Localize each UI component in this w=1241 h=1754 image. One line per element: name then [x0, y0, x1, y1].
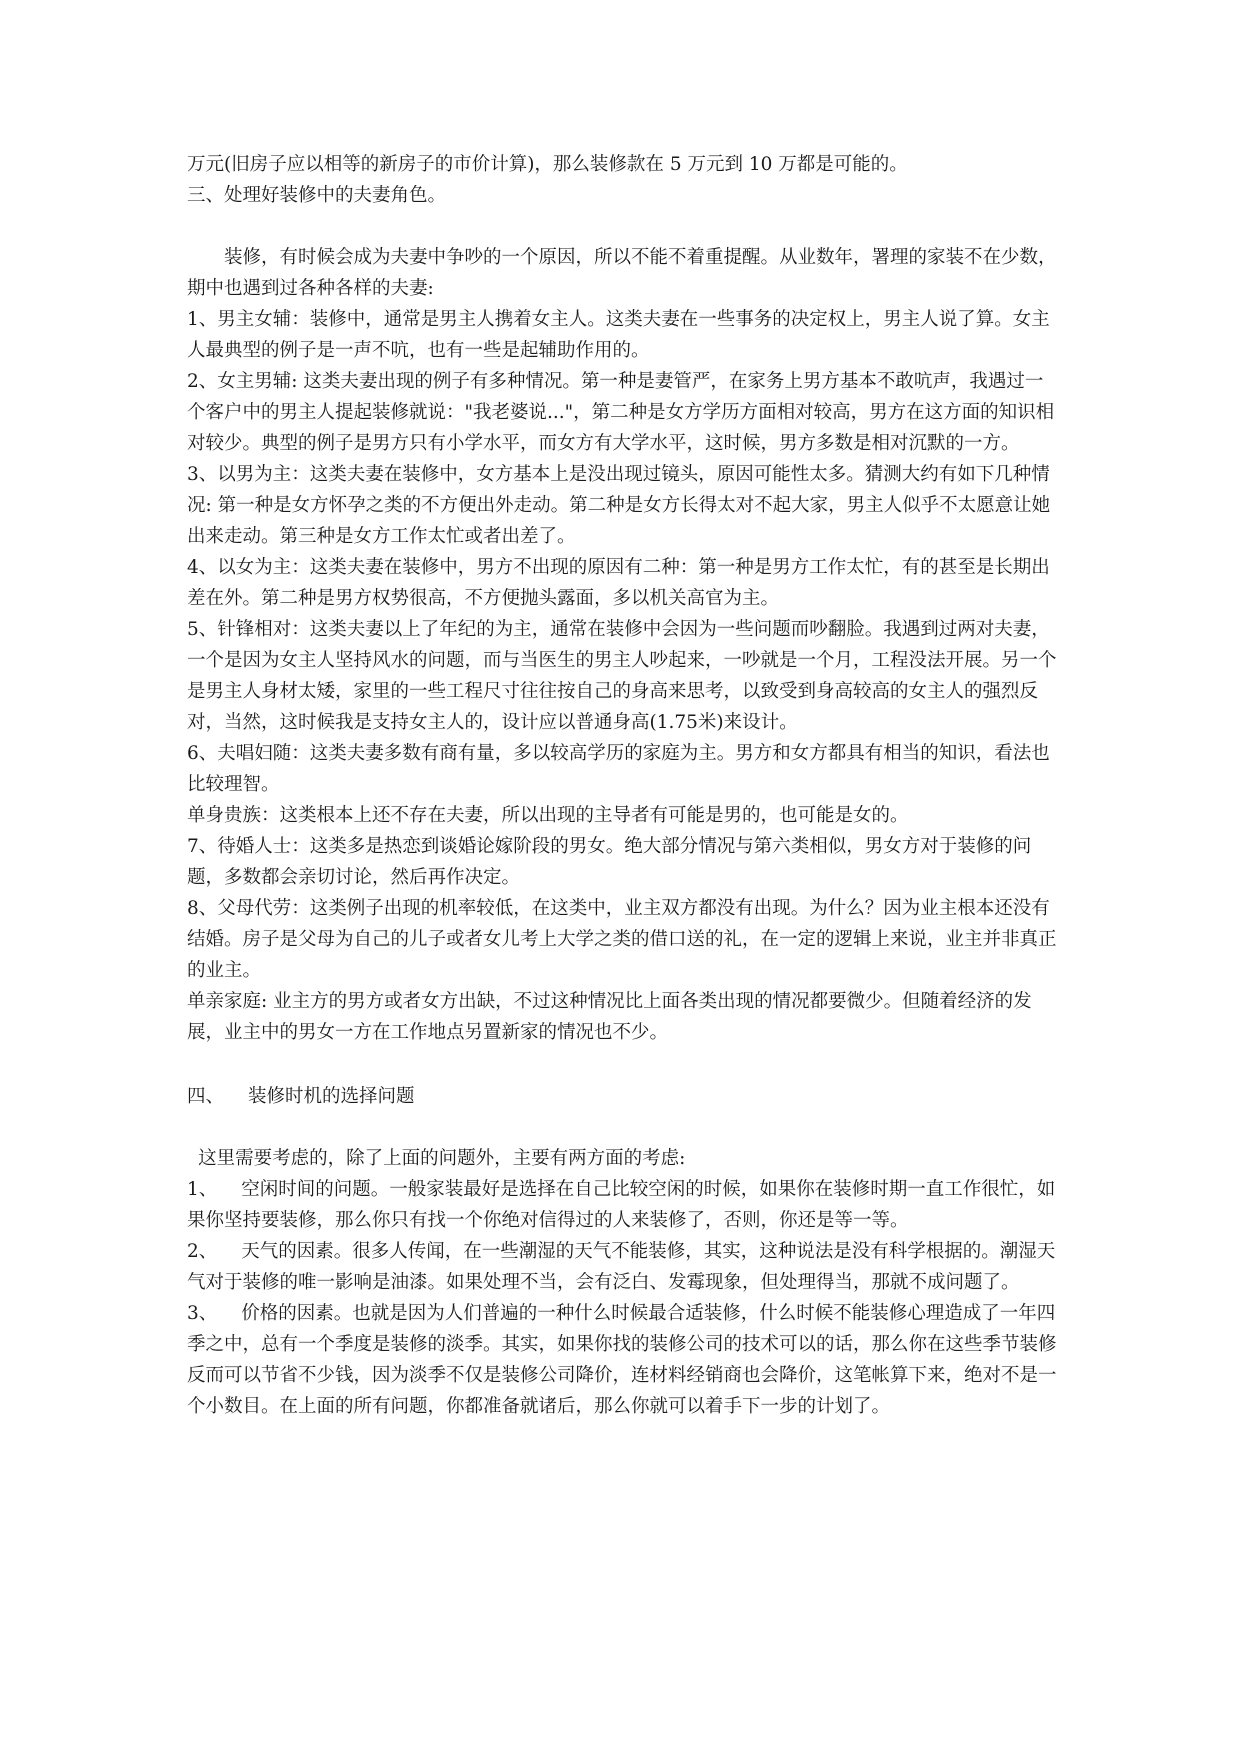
section-heading-couple-roles: 三、处理好装修中的夫妻角色。 [187, 185, 447, 206]
list-item-couple-type-5: 5、针锋相对：这类夫妻以上了年纪的为主，通常在装修中会因为一些问题而吵翻脸。我遇到过两对夫妻，一个是因为女主人坚持风水的问题，而与当医生的男主人吵起来，一吵就是一个月，工程没法开展。另一个是男主人身材太矮，家里的一些工程尺寸往往按自己的身高来思考，以致受到身高较高的女主人的强烈反对，当然，这时候我是支持女主人的，设计应以普通身高(1.75米)来设计。 [187, 619, 1057, 733]
document-body [187, 149, 1057, 1422]
list-item-timing-1 [187, 1174, 1057, 1236]
section-title: 装修时机的选择问题 [248, 1086, 415, 1107]
blank-line [187, 211, 1057, 242]
list-item-couple-type-8: 8、父母代劳：这类例子出现的机率较低，在这类中，业主双方都没有出现。为什么？因为业主根本还没有结婚。房子是父母为自己的儿子或者女儿考上大学之类的借口送的礼，在一定的逻辑上来说，业主并非真正的业主。 [187, 898, 1057, 981]
list-item-timing-2 [187, 1236, 1057, 1298]
item-text: 价格的因素。也就是因为人们普遍的一种什么时候最合适装修，什么时候不能装修心理造成了一年四季之中，总有一个季度是装修的淡季。其实，如果你找的装修公司的技术可以的话，那么你在这些季节装修反而可以节省不少钱，因为淡季不仅是装修公司降价，连材料经销商也会降价，这笔帐算下来，绝对不是一个小数目。在上面的所有问题，你都准备就诸后，那么你就可以着手下一步的计划了。 [187, 1303, 1057, 1417]
list-item-timing-3 [187, 1298, 1057, 1422]
list-item-couple-type-3: 3、以男为主：这类夫妻在装修中，女方基本上是没出现过镜头，原因可能性太多。猜测大约有如下几种情况: 第一种是女方怀孕之类的不方便出外走动。第二种是女方长得太对不起大家，男主人似乎不太愿意让她出来走动。第三种是女方工作太忙或者出差了。 [187, 464, 1051, 547]
paragraph-timing-intro: 这里需要考虑的，除了上面的问题外，主要有两方面的考虑: [198, 1148, 686, 1169]
blank-line [187, 1048, 1057, 1081]
list-item-single-parent: 单亲家庭: 业主方的男方或者女方出缺，不过这种情况比上面各类出现的情况都要微少。但随着经济的发展，业主中的男女一方在工作地点另置新家的情况也不少。 [187, 991, 1032, 1043]
list-item-couple-type-7: 7、待婚人士：这类多是热恋到谈婚论嫁阶段的男女。绝大部分情况与第六类相似，男女方对于装修的问题，多数都会亲切讨论，然后再作决定。 [187, 836, 1032, 888]
list-item-single: 单身贵族：这类根本上还不存在夫妻，所以出现的主导者有可能是男的，也可能是女的。 [187, 805, 909, 826]
list-item-couple-type-2: 2、女主男辅: 这类夫妻出现的例子有多种情况。第一种是妻管严，在家务上男方基本不敢吭声，我遇过一个客户中的男主人提起装修就说："我老婆说..."，第二种是女方学历方面相对较高，男方在这方面的知识相对较少。典型的例子是男方只有小学水平，而女方有大学水平，这时候，男方多数是相对沉默的一方。 [187, 371, 1055, 454]
paragraph-budget-continued: 万元(旧房子应以相等的新房子的市价计算)，那么装修款在 5 万元到 10 万都是可能的。 [187, 154, 908, 175]
blank-line [187, 1112, 1057, 1143]
paragraph-couple-intro: 装修，有时候会成为夫妻中争吵的一个原因，所以不能不着重提醒。从业数年，署理的家装不在少数，期中也遇到过各种各样的夫妻: [187, 247, 1057, 299]
item-text: 天气的因素。很多人传闻，在一些潮湿的天气不能装修，其实，这种说法是没有科学根据的。潮湿天气对于装修的唯一影响是油漆。如果处理不当，会有泛白、发霉现象，但处理得当，那就不成问题了。 [187, 1241, 1056, 1293]
list-item-couple-type-6: 6、夫唱妇随：这类夫妻多数有商有量，多以较高学历的家庭为主。男方和女方都具有相当的知识，看法也比较理智。 [187, 743, 1050, 795]
item-number: 3、 [187, 1303, 218, 1324]
list-item-couple-type-1: 1、男主女辅：装修中，通常是男主人携着女主人。这类夫妻在一些事务的决定权上，男主人说了算。女主人最典型的例子是一声不吭，也有一些是起辅助作用的。 [187, 309, 1050, 361]
item-text: 空闲时间的问题。一般家装最好是选择在自己比较空闲的时候，如果你在装修时期一直工作很忙，如果你坚持要装修，那么你只有找一个你绝对信得过的人来装修了，否则，你还是等一等。 [187, 1179, 1056, 1231]
section-heading-timing [187, 1081, 1057, 1112]
item-number: 2、 [187, 1241, 218, 1262]
section-number: 四、 [187, 1086, 225, 1107]
list-item-couple-type-4: 4、以女为主：这类夫妻在装修中，男方不出现的原因有二种：第一种是男方工作太忙，有的甚至是长期出差在外。第二种是男方权势很高，不方便抛头露面，多以机关高官为主。 [187, 557, 1050, 609]
item-number: 1、 [187, 1179, 218, 1200]
